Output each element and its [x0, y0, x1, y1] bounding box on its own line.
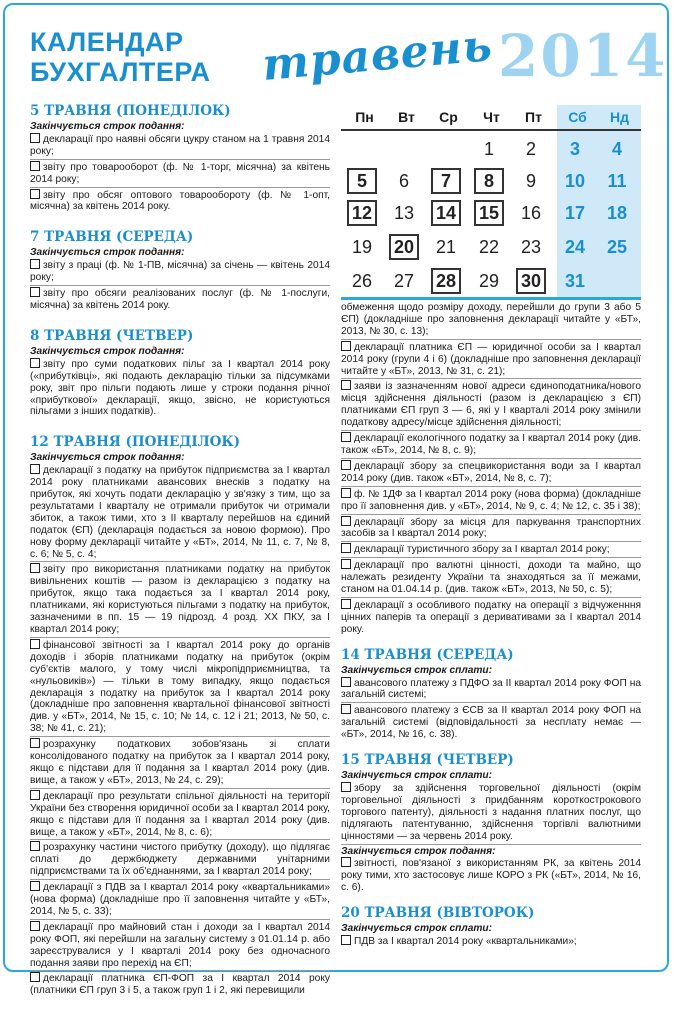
deadline-item [341, 516, 641, 543]
deadline-item [30, 639, 330, 737]
right-column [341, 302, 641, 959]
deadline-item [30, 464, 330, 562]
checkbox-icon [30, 841, 40, 851]
item-text: ф. № 1ДФ за I квартал 2014 року (нова форма) (докладніше про її заповнення див. у «БТ», 2014, № 9, с. 4; № 12, с. 35 і 38); [341, 488, 641, 512]
item-text: обмеження щодо розміру доходу, перейшли до групи 3 або 5 ЄП) (докладніше про заповнення декларації читайте у «БТ», 2013, № 30, с. 13); [341, 302, 641, 337]
calendar-day: 7 [431, 168, 461, 194]
section-title: 20 ТРАВНЯ (ВІВТОРОК) [341, 905, 535, 922]
item-text: декларації збору за місця для паркування транспортних засобів за I квартал 2014 року; [341, 516, 641, 540]
weekday-label: Вт [398, 109, 415, 125]
deadline-item [30, 738, 330, 789]
deadline-item [341, 488, 641, 515]
calendar-day: 13 [393, 203, 415, 223]
deadline-item [341, 341, 641, 380]
checkbox-icon [30, 133, 40, 143]
checkbox-icon [30, 738, 40, 748]
item-text: розрахунку частини чистого прибутку (доходу), що підлягає сплаті до держбюджету державними унітарними підприємствами та їх об'єднаннями, за I квартал 2014 року; [30, 842, 330, 878]
item-text: декларації про майновий стан і доходи за I квартал 2014 року ФОП, які перейшли на загальну систему з 01.01.14 р. або зареєструвалися у I кварталі 2014 року без одночасного подання заяви про перехід на ЄП; [30, 921, 330, 969]
checkbox-icon [30, 921, 40, 931]
calendar-day: 19 [351, 237, 373, 257]
deadline-item [341, 460, 641, 487]
deadline-item [30, 259, 330, 286]
continued-list [341, 302, 641, 637]
deadline-item [30, 189, 330, 215]
checkbox-icon [341, 857, 351, 867]
deadline-item [30, 287, 330, 313]
deadline-item [30, 563, 330, 637]
item-text: звіту про товарооборот (ф. № 1-торг, місячна) за квітень 2014 року; [30, 161, 330, 185]
item-text: декларації екологічного податку за I квартал 2014 року (див. також «БТ», 2014, № 8, с. 9); [341, 433, 641, 456]
calendar-day: 6 [398, 171, 409, 191]
weekday-label: Сб [568, 109, 587, 125]
section-subtitle: Закінчується строк подання: [30, 452, 185, 464]
date-section [30, 328, 330, 419]
deadline-item [341, 857, 641, 895]
item-text: декларації платника ЄП — юридичної особи за I квартал 2014 року (групи 4 і 6) (докладніше про заповнення декларації читайте у «БТ», 2013, № 31, с. 21); [341, 341, 641, 377]
weekday-label: Нд [610, 109, 629, 125]
item-text: збору за здійснення торговельної діяльності (окрім торговельної діяльності з придбанням короткострокового торгового патенту), діяльності з надання платних послуг, що підлягають патентуванню, здійснення торгівлі валютними цінностями — за червень 2014 року. [341, 783, 641, 842]
deadline-item [341, 782, 641, 845]
item-text: звіту з праці (ф. № 1-ПВ, місячна) за січень — квітень 2014 року; [30, 260, 330, 284]
item-text: ПДВ за I квартал 2014 року «квартальниками»; [354, 936, 577, 948]
calendar-day: 20 [389, 234, 419, 260]
weekday-label: Ср [439, 109, 458, 125]
item-text: звіту про обсяги реалізованих послуг (ф. № 1-послуги, місячна) за квітень 2014 року. [30, 288, 330, 311]
item-text: фінансової звітності за I квартал 2014 року до органів доходів і зборів платниками податку на прибуток (окрім суб'єктів малого, у тому числі мікропідприємництва, та «нульовиків») — тільки в тому випадку, якщо подається декларація з податку на прибуток за I квартал 2014 року (докладніше про заповнення квартальної фінансової звітності див. у «БТ», 2014, № 15, с. 10; № 14, с. 12 і 21; 2013, № 50, с. 38; № 41, с. 21); [30, 639, 330, 735]
calendar-day: 21 [435, 237, 457, 257]
calendar-day: 25 [606, 237, 628, 257]
calendar-day: 15 [474, 200, 504, 226]
checkbox-icon [30, 563, 40, 573]
item-text: декларації збору за спецвикористання води за I квартал 2014 року (див. також «БТ», 2014, № 8, с. 7); [341, 460, 641, 484]
weekday-label: Чт [483, 109, 500, 125]
month-title: травень [260, 20, 495, 91]
weekday-label: Пн [355, 109, 374, 125]
deadline-item [30, 358, 330, 420]
header-divider [341, 129, 641, 131]
calendar-day: 17 [564, 203, 586, 223]
calendar-day: 23 [520, 237, 542, 257]
brand-line-2: БУХГАЛТЕРА [30, 57, 211, 87]
item-text: декларації про результати спільної діяльності на території України без створення юридичної особи за I квартал 2014 року, якщо є підстави для її подання за I квартал 2014 року (див. вище, а також у «БТ», 2014, № 8, с. 6); [30, 790, 330, 838]
item-text: декларації з податку на прибуток підприємства за I квартал 2014 року платниками авансових внесків з податку на прибуток, які хочуть подати декларацію у зв'язку з тим, що за результатами I кварталу не отримали прибуток чи отримали збиток, а також тими, хто з II кварталу перейшов на єдиний податок (ЄП) (декларація подається за новою формою). Про нову форму декларації читайте у «БТ», 2014, № 11, с. 7, № 8, с. 6; № 5, с. 4; [30, 465, 330, 560]
item-text: авансового платежу з ЄСВ за II квартал 2014 року ФОП на загальній системі (відповідальності за несплату немає — «БТ», 2014, № 16, с. 38). [341, 705, 641, 741]
deadline-item [30, 161, 330, 188]
deadline-item [341, 599, 641, 637]
section-title: 7 ТРАВНЯ (СЕРЕДА) [30, 229, 194, 246]
item-text: розрахунку податкових зобов'язань зі сплати консолідованого податку на прибуток за I квартал 2014 року, якщо є підстави для її подання за I квартал 2014 року (див. вище, а також у «БТ», 2013, № 24, с. 29); [30, 739, 330, 786]
calendar-day: 26 [351, 271, 373, 291]
checkbox-icon [341, 380, 351, 390]
section-subtitle: Закінчується строк подання: [30, 247, 185, 259]
item-text: звіту про суми податкових пільг за I квартал 2014 року («прибутківці», які подають декларацію тільки за підсумками року, звіт про пільги подають лише у строки подання річної «прибуткової» декларації, якщо, звісно, не користуються пільгами з інших податків). [30, 358, 330, 418]
calendar-day: 4 [611, 139, 622, 159]
section-title: 12 ТРАВНЯ (ПОНЕДІЛОК) [30, 434, 241, 451]
calendar-day: 3 [569, 139, 580, 159]
date-section [341, 905, 641, 949]
checkbox-icon [30, 358, 40, 368]
deadline-item [341, 432, 641, 459]
calendar-day: 29 [478, 271, 500, 291]
deadline-item [341, 559, 641, 598]
calendar-day: 24 [564, 237, 586, 257]
item-text: звіту про обсяг оптового товарообороту (ф. № 1-опт, місячна) за квітень 2014 року. [30, 189, 330, 213]
checkbox-icon [341, 704, 351, 714]
weekday-label: Пт [525, 109, 542, 125]
calendar-day: 14 [431, 200, 461, 226]
checkbox-icon [30, 464, 40, 474]
brand-line-1: КАЛЕНДАР [30, 27, 184, 57]
item-text: декларації платника ЄП-ФОП за I квартал 2014 року (платники ЄП груп 3 і 5, а також груп 1 і 2, які перевищили [30, 973, 330, 997]
item-text: декларації туристичного збору за I квартал 2014 року; [354, 544, 610, 556]
section-subtitle: Закінчується строк сплати: [341, 664, 493, 676]
item-text: декларації про наявні обсяги цукру станом на 1 травня 2014 року; [30, 133, 330, 157]
calendar-header [341, 105, 641, 127]
checkbox-icon [341, 488, 351, 498]
checkbox-icon [30, 639, 40, 649]
calendar-day: 5 [347, 168, 377, 194]
checkbox-icon [341, 677, 351, 687]
checkbox-icon [30, 161, 40, 171]
checkbox-icon [30, 259, 40, 269]
item-text: декларації з ПДВ за I квартал 2014 року «квартальниками» (нова форма) (докладніше про її заповнення читайте у «БТ», 2014, № 5, с. 33); [30, 882, 330, 917]
deadline-item [341, 704, 641, 742]
calendar-day: 28 [431, 268, 461, 294]
checkbox-icon [341, 559, 351, 569]
section-title: 14 ТРАВНЯ (СЕРЕДА) [341, 646, 514, 663]
date-section [341, 647, 641, 742]
deadline-item [341, 543, 641, 558]
left-column [30, 103, 330, 1013]
calendar-day: 10 [564, 171, 586, 191]
deadline-item [30, 921, 330, 972]
checkbox-icon [30, 189, 40, 199]
item-text: декларації про валютні цінності, доходи та майно, що належать резиденту України та знаходяться за її межами, станом на 01.04.14 р. (див. також «БТ», 2013, № 50, с. 5); [341, 560, 641, 596]
section-title: 8 ТРАВНЯ (ЧЕТВЕР) [30, 327, 194, 344]
calendar-day: 22 [478, 237, 500, 257]
checkbox-icon [341, 516, 351, 526]
calendar-day: 16 [520, 203, 542, 223]
item-text: декларації з особливого податку на операції з відчуженння цінних паперів та операції з деривативами за I квартал 2014 року. [341, 599, 641, 635]
checkbox-icon [30, 790, 40, 800]
date-section [30, 229, 330, 313]
checkbox-icon [341, 432, 351, 442]
checkbox-icon [341, 935, 351, 945]
checkbox-icon [30, 972, 40, 982]
deadline-item [341, 935, 641, 949]
section-title: 15 ТРАВНЯ (ЧЕТВЕР) [341, 752, 514, 769]
calendar-day: 18 [606, 203, 628, 223]
section-subtitle: Закінчується строк подання: [30, 121, 185, 132]
section-subtitle: Закінчується строк сплати: [341, 770, 493, 782]
deadline-item [30, 790, 330, 841]
section-subtitle: Закінчується строк подання: [30, 345, 185, 357]
calendar-day: 11 [607, 171, 627, 191]
date-section [30, 434, 330, 998]
item-text: звітності, пов'язаної з використанням РК, за квітень 2014 року тими, хто застосовує лише КОРО з РК («БТ», 2014, № 16, с. 6). [341, 858, 641, 894]
calendar-day: 31 [564, 271, 586, 291]
deadline-item [341, 302, 641, 340]
calendar-day: 8 [474, 168, 504, 194]
item-text: звіту про використання платниками податку на прибуток вивільнених коштів — разом із декларацією з податку на прибуток, якщо така подається за I квартал 2014 року, платниками, які користуються пільгами з податку на прибуток, зазначеними в пп. 15 — 19 підрозд. 4 розд. XX ПКУ, за I квартал 2014 року; [30, 564, 330, 635]
deadline-item [30, 841, 330, 880]
year-title: 2014 [498, 22, 668, 90]
calendar-day: 2 [525, 139, 536, 159]
date-section [341, 752, 641, 895]
checkbox-icon [30, 287, 40, 297]
item-text: заяви із зазначенням нової адреси єдиноподатника/нового місця здійснення діяльності (разом із декларацією з ЄП) платниками ЄП груп 3 — 6, які у I кварталі 2014 року змінили податкову адресу/місце здійснення діяльності; [341, 381, 641, 429]
calendar-day: 9 [525, 171, 536, 191]
deadline-item [30, 881, 330, 920]
calendar-day: 30 [516, 268, 546, 294]
checkbox-icon [341, 460, 351, 470]
calendar-day: 27 [393, 271, 415, 291]
section-title: 5 ТРАВНЯ (ПОНЕДІЛОК) [30, 103, 231, 119]
section-subtitle: Закінчується строк подання: [341, 845, 496, 857]
calendar-day: 12 [347, 200, 377, 226]
brand-title [30, 27, 211, 87]
date-section [30, 103, 330, 214]
checkbox-icon [30, 881, 40, 891]
deadline-item [30, 972, 330, 998]
checkbox-icon [341, 782, 351, 792]
checkbox-icon [341, 543, 351, 553]
calendar-bottom-line [341, 297, 641, 300]
checkbox-icon [341, 599, 351, 609]
checkbox-icon [341, 341, 351, 351]
item-text: авансового платежу з ПДФО за II квартал 2014 року ФОП на загальній системі; [341, 677, 641, 701]
section-subtitle: Закінчується строк сплати: [341, 923, 493, 935]
deadline-item [30, 133, 330, 160]
deadline-item [341, 380, 641, 431]
calendar-day: 1 [483, 139, 494, 159]
deadline-item [341, 677, 641, 704]
